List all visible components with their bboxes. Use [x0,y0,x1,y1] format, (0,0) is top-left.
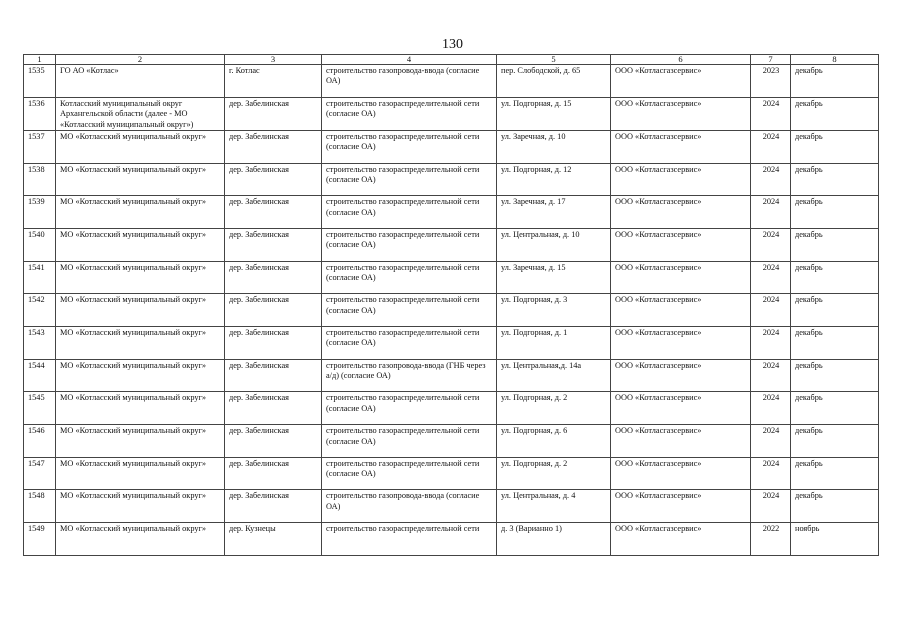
address-cell: пер. Слободской, д. 65 [497,65,611,98]
row-number-cell: 1535 [24,65,56,98]
work-description-cell: строительство газораспределительной сети (согласие ОА) [322,327,497,360]
column-number: 6 [611,55,751,65]
municipality-cell: МО «Котласский муниципальный округ» [56,425,225,458]
month-cell: декабрь [791,490,879,523]
address-cell: д. 3 (Варианно 1) [497,523,611,556]
table-row [24,425,879,458]
page-number: 130 [442,37,463,52]
address-cell: ул. Подгорная, д. 2 [497,392,611,425]
column-number: 3 [225,55,322,65]
month-cell: декабрь [791,261,879,294]
settlement-cell: дер. Забелинская [225,457,322,490]
settlement-cell: дер. Забелинская [225,97,322,130]
municipality-cell: Котласский муниципальный округ Архангельской области (далее - МО «Котласский муниципальный округ») [56,97,225,130]
work-description-cell: строительство газораспределительной сети (согласие ОА) [322,261,497,294]
year-cell: 2024 [751,163,791,196]
row-number-cell: 1544 [24,359,56,392]
month-cell: декабрь [791,65,879,98]
month-cell: декабрь [791,359,879,392]
year-cell: 2024 [751,294,791,327]
organization-cell: ООО «Котласгазсервис» [611,327,751,360]
table-row [24,163,879,196]
row-number-cell: 1540 [24,228,56,261]
month-cell: декабрь [791,425,879,458]
row-number-cell: 1541 [24,261,56,294]
table-row [24,97,879,130]
address-cell: ул. Центральная, д. 10 [497,228,611,261]
year-cell: 2024 [751,261,791,294]
work-description-cell: строительство газораспределительной сети (согласие ОА) [322,163,497,196]
municipality-cell: ГО АО «Котлас» [56,65,225,98]
table-row [24,196,879,229]
column-number: 7 [751,55,791,65]
organization-cell: ООО «Котласгазсервис» [611,163,751,196]
address-cell: ул. Подгорная, д. 12 [497,163,611,196]
settlement-cell: дер. Забелинская [225,196,322,229]
table-row [24,523,879,556]
organization-cell: ООО «Котласгазсервис» [611,130,751,163]
row-number-cell: 1542 [24,294,56,327]
month-cell: декабрь [791,228,879,261]
month-cell: декабрь [791,457,879,490]
work-description-cell: строительство газораспределительной сети (согласие ОА) [322,392,497,425]
month-cell: декабрь [791,97,879,130]
table-row [24,130,879,163]
work-description-cell: строительство газораспределительной сети (согласие ОА) [322,294,497,327]
row-number-cell: 1545 [24,392,56,425]
year-cell: 2024 [751,490,791,523]
table-row [24,65,879,98]
municipality-cell: МО «Котласский муниципальный округ» [56,294,225,327]
year-cell: 2024 [751,97,791,130]
settlement-cell: дер. Забелинская [225,261,322,294]
month-cell: ноябрь [791,523,879,556]
municipality-cell: МО «Котласский муниципальный округ» [56,359,225,392]
row-number-cell: 1548 [24,490,56,523]
address-cell: ул. Заречная, д. 10 [497,130,611,163]
address-cell: ул. Подгорная, д. 2 [497,457,611,490]
organization-cell: ООО «Котласгазсервис» [611,294,751,327]
municipality-cell: МО «Котласский муниципальный округ» [56,196,225,229]
municipality-cell: МО «Котласский муниципальный округ» [56,392,225,425]
work-description-cell: строительство газопровода-ввода (ГНБ через а/д) (согласие ОА) [322,359,497,392]
month-cell: декабрь [791,163,879,196]
address-cell: ул. Заречная, д. 17 [497,196,611,229]
settlement-cell: дер. Забелинская [225,130,322,163]
year-cell: 2024 [751,392,791,425]
work-description-cell: строительство газораспределительной сети (согласие ОА) [322,228,497,261]
work-description-cell: строительство газораспределительной сети [322,523,497,556]
table-row [24,457,879,490]
settlement-cell: дер. Забелинская [225,294,322,327]
organization-cell: ООО «Котласгазсервис» [611,196,751,229]
month-cell: декабрь [791,294,879,327]
settlement-cell: дер. Забелинская [225,490,322,523]
settlement-cell: дер. Забелинская [225,359,322,392]
settlement-cell: г. Котлас [225,65,322,98]
row-number-cell: 1537 [24,130,56,163]
work-description-cell: строительство газораспределительной сети (согласие ОА) [322,457,497,490]
month-cell: декабрь [791,392,879,425]
column-number-row [24,55,879,65]
year-cell: 2023 [751,65,791,98]
month-cell: декабрь [791,327,879,360]
register-table [23,54,879,556]
settlement-cell: дер. Забелинская [225,163,322,196]
work-description-cell: строительство газопровода-ввода (согласие ОА) [322,65,497,98]
settlement-cell: дер. Кузнецы [225,523,322,556]
row-number-cell: 1549 [24,523,56,556]
year-cell: 2024 [751,359,791,392]
year-cell: 2024 [751,327,791,360]
year-cell: 2024 [751,457,791,490]
organization-cell: ООО «Котласгазсервис» [611,65,751,98]
row-number-cell: 1546 [24,425,56,458]
year-cell: 2024 [751,425,791,458]
organization-cell: ООО «Котласгазсервис» [611,425,751,458]
table-row [24,392,879,425]
month-cell: декабрь [791,130,879,163]
organization-cell: ООО «Котласгазсервис» [611,490,751,523]
work-description-cell: строительство газораспределительной сети (согласие ОА) [322,425,497,458]
organization-cell: ООО «Котласгазсервис» [611,228,751,261]
organization-cell: ООО «Котласгазсервис» [611,97,751,130]
work-description-cell: строительство газораспределительной сети (согласие ОА) [322,196,497,229]
municipality-cell: МО «Котласский муниципальный округ» [56,261,225,294]
municipality-cell: МО «Котласский муниципальный округ» [56,130,225,163]
column-number: 4 [322,55,497,65]
table-row [24,359,879,392]
address-cell: ул. Подгорная, д. 6 [497,425,611,458]
address-cell: ул. Центральная,д. 14а [497,359,611,392]
row-number-cell: 1536 [24,97,56,130]
organization-cell: ООО «Котласгазсервис» [611,261,751,294]
column-number: 1 [24,55,56,65]
row-number-cell: 1539 [24,196,56,229]
year-cell: 2024 [751,228,791,261]
table-row [24,327,879,360]
work-description-cell: строительство газораспределительной сети (согласие ОА) [322,130,497,163]
column-number: 8 [791,55,879,65]
address-cell: ул. Подгорная, д. 3 [497,294,611,327]
table-row [24,228,879,261]
settlement-cell: дер. Забелинская [225,327,322,360]
row-number-cell: 1547 [24,457,56,490]
municipality-cell: МО «Котласский муниципальный округ» [56,228,225,261]
year-cell: 2024 [751,130,791,163]
table-row [24,294,879,327]
table-row [24,261,879,294]
municipality-cell: МО «Котласский муниципальный округ» [56,163,225,196]
address-cell: ул. Заречная, д. 15 [497,261,611,294]
municipality-cell: МО «Котласский муниципальный округ» [56,457,225,490]
organization-cell: ООО «Котласгазсервис» [611,392,751,425]
column-number: 2 [56,55,225,65]
municipality-cell: МО «Котласский муниципальный округ» [56,327,225,360]
address-cell: ул. Центральная, д. 4 [497,490,611,523]
row-number-cell: 1543 [24,327,56,360]
municipality-cell: МО «Котласский муниципальный округ» [56,490,225,523]
settlement-cell: дер. Забелинская [225,228,322,261]
table-row [24,490,879,523]
organization-cell: ООО «Котласгазсервис» [611,457,751,490]
year-cell: 2022 [751,523,791,556]
year-cell: 2024 [751,196,791,229]
table-body [24,65,879,556]
work-description-cell: строительство газопровода-ввода (согласие ОА) [322,490,497,523]
month-cell: декабрь [791,196,879,229]
settlement-cell: дер. Забелинская [225,425,322,458]
organization-cell: ООО «Котласгазсервис» [611,359,751,392]
settlement-cell: дер. Забелинская [225,392,322,425]
row-number-cell: 1538 [24,163,56,196]
municipality-cell: МО «Котласский муниципальный округ» [56,523,225,556]
address-cell: ул. Подгорная, д. 1 [497,327,611,360]
column-number: 5 [497,55,611,65]
organization-cell: ООО «Котласгазсервис» [611,523,751,556]
address-cell: ул. Подгорная, д. 15 [497,97,611,130]
work-description-cell: строительство газораспределительной сети (согласие ОА) [322,97,497,130]
